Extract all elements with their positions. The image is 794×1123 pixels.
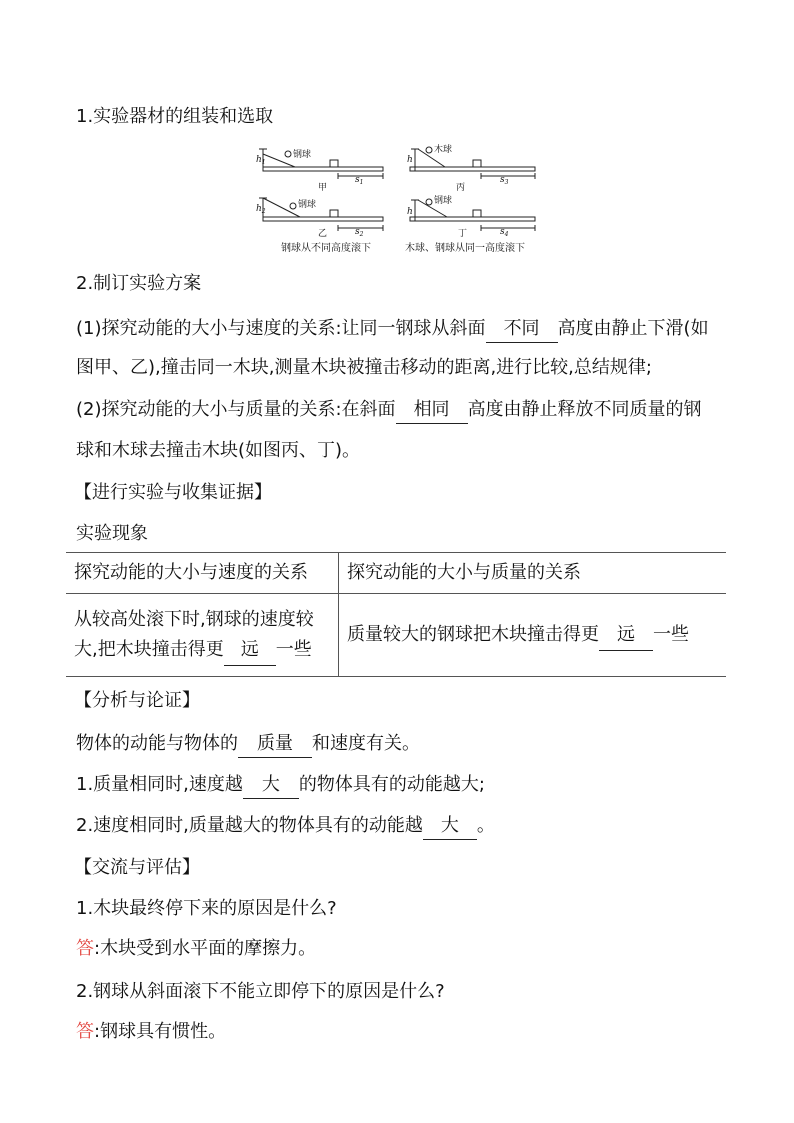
section1-title: 1.实验器材的组装和选取: [76, 106, 274, 127]
panel-d-s-label: $s_4$: [500, 227, 509, 238]
observation-table: [66, 552, 726, 677]
panel-c-h-label: h: [407, 155, 413, 165]
panel-a-ball: [285, 151, 291, 157]
section4-p1: 1.质量相同时,速度越 大 的物体具有的动能越大;: [76, 772, 485, 799]
experiment-figure: [255, 140, 545, 260]
panel-d-ball-label: 钢球: [434, 196, 453, 206]
panel-d-block: [473, 210, 481, 217]
answer-blank: 相同: [396, 397, 468, 424]
table-header-right: 探究动能的大小与质量的关系: [339, 553, 727, 594]
panel-c-name: 丙: [456, 183, 466, 193]
panel-a-h-label: $h_1$: [256, 155, 266, 166]
panel-b-ball-label: 钢球: [298, 200, 317, 210]
answer-blank: 大: [423, 813, 477, 840]
section4-intro: 物体的动能与物体的 质量 和速度有关。: [76, 731, 420, 758]
panel-d-name: 丁: [458, 229, 468, 239]
table-cell-left: 从较高处滚下时,钢球的速度较 大,把木块撞击得更 远 一些: [66, 594, 339, 677]
answer-label: 答: [76, 938, 94, 959]
section3-heading: 【进行实验与收集证据】: [74, 482, 272, 503]
panel-d-diagram: [410, 199, 535, 231]
panel-c-diagram: [410, 147, 535, 179]
panel-d-ball: [426, 199, 432, 205]
answer-blank: 远: [224, 635, 276, 666]
panel-a-s-label: $s_1$: [355, 175, 364, 186]
panel-a-diagram: [259, 149, 383, 179]
answer-2: 答:钢球具有惯性。: [76, 1021, 227, 1042]
caption-right: 木球、钢球从同一高度滚下: [405, 243, 525, 254]
answer-1: 答:木块受到水平面的摩擦力。: [76, 938, 317, 959]
panel-c-block: [473, 160, 481, 167]
answer-blank: 大: [243, 772, 299, 799]
section2-p2-line2: 球和木球去撞击木块(如图丙、丁)。: [76, 440, 361, 461]
question-1: 1.木块最终停下来的原因是什么?: [76, 898, 337, 919]
section2-p1-line1: (1)探究动能的大小与速度的关系:让同一钢球从斜面 不同 高度由静止下滑(如: [76, 316, 709, 343]
panel-d-h-label: h: [407, 207, 413, 217]
question-2: 2.钢球从斜面滚下不能立即停下的原因是什么?: [76, 981, 445, 1002]
section2-p2-line1: (2)探究动能的大小与质量的关系:在斜面 相同 高度由静止释放不同质量的钢: [76, 397, 702, 424]
answer-label: 答: [76, 1021, 94, 1042]
table-cell-right: 质量较大的钢球把木块撞击得更 远 一些: [339, 594, 727, 677]
panel-b-s-label: $s_2$: [355, 227, 364, 238]
table-row: [66, 594, 726, 677]
section5-heading: 【交流与评估】: [74, 857, 200, 878]
panel-a-name: 甲: [318, 183, 328, 193]
section2-p1-line2: 图甲、乙),撞击同一木块,测量木块被撞击移动的距离,进行比较,总结规律;: [76, 357, 652, 378]
section2-title: 2.制订实验方案: [76, 273, 202, 294]
panel-c-ball: [426, 147, 432, 153]
panel-b-ball: [290, 203, 296, 209]
answer-blank: 质量: [238, 731, 312, 758]
section3-sub: 实验现象: [76, 523, 148, 544]
panel-a-block: [330, 160, 338, 167]
panel-b-diagram: [259, 198, 383, 231]
answer-blank: 不同: [486, 316, 558, 343]
panel-b-name: 乙: [318, 229, 328, 239]
table-header-row: [66, 553, 726, 594]
answer-blank: 远: [599, 620, 653, 651]
panel-b-block: [330, 210, 338, 217]
panel-c-ball-label: 木球: [434, 145, 453, 155]
table-header-left: 探究动能的大小与速度的关系: [66, 553, 339, 594]
section4-p2: 2.速度相同时,质量越大的物体具有的动能越 大 。: [76, 813, 495, 840]
section4-heading: 【分析与论证】: [74, 690, 200, 711]
panel-a-ball-label: 钢球: [293, 150, 312, 160]
panel-c-s-label: $s_3$: [500, 175, 509, 186]
panel-b-h-label: $h_2$: [256, 204, 266, 215]
caption-left: 钢球从不同高度滚下: [281, 243, 371, 254]
